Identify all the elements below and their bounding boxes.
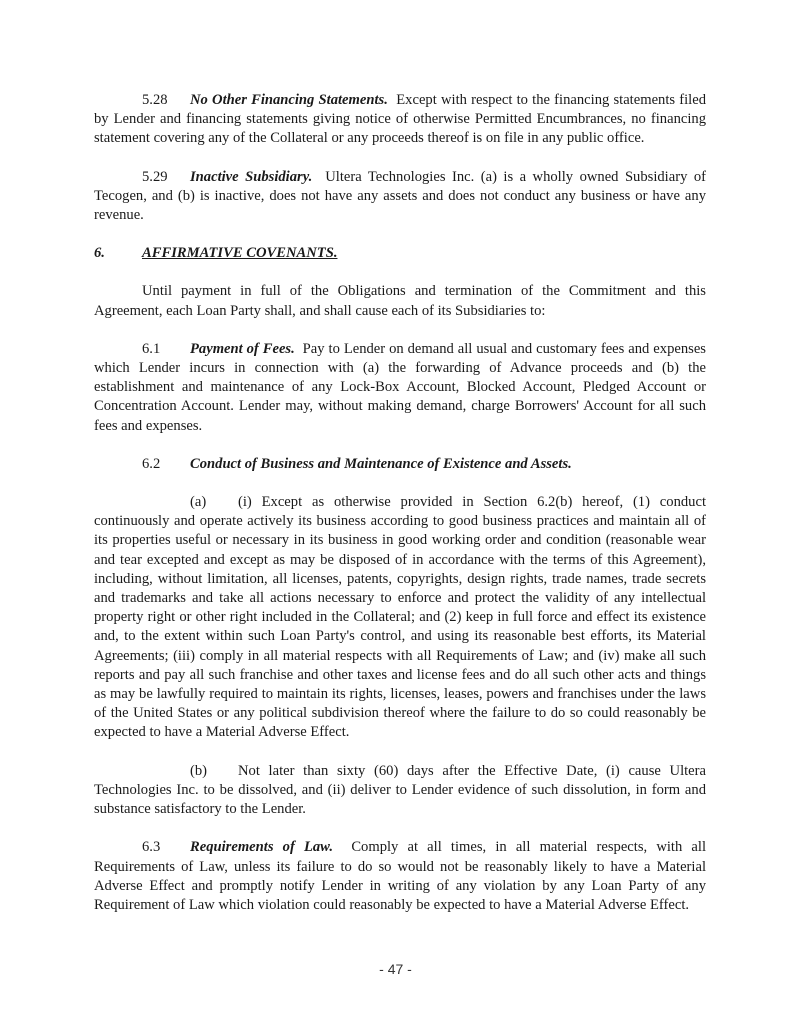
clause-6-2-a: [94, 493, 706, 743]
article-intro: Until payment in full of the Obligations and termination of the Commitment and this Agreement, each Loan Party shall, and shall cause each of its Subsidiaries to:: [94, 283, 706, 319]
section-6-2: [94, 455, 706, 474]
section-6-3: [94, 838, 706, 915]
document-page: [94, 91, 706, 915]
clause-6-2-b: [94, 762, 706, 820]
section-title: Requirements of Law.: [190, 839, 334, 856]
clause-text: (i) Except as otherwise provided in Section 6.2(b) hereof, (1) conduct continuously and operate actively its business according to good business practices and maintain all of its properties useful or necessary in its business in good working order and condition (reasonable wear and tear excepted and except as may be disposed of in accordance with the terms of this Agreement), including, without limitation, all licenses, patents, copyrights, design rights, trade names, trade secrets and trademarks and take all actions necessary to enforce and protect the validity of any intellectual property right or other right included in the Collateral; and (2) keep in full force and effect its existence and, to the extent within such Loan Party's control, and using its reasonable best efforts, its Material Agreements; (iii) comply in all material respects with all Requirements of Law; and (iv) make all such reports and pay all such franchise and other taxes and license fees and do all such other acts and things as may be lawfully required to maintain its rights, licenses, leases, powers and franchises under the laws of the United States or any political subdivision thereof where the failure to do so could reasonably be expected to have a Material Adverse Effect.: [94, 494, 706, 741]
section-title: Conduct of Business and Maintenance of Existence and Assets.: [190, 455, 572, 472]
section-6-1: [94, 340, 706, 436]
section-title: Payment of Fees.: [190, 340, 295, 357]
article-title: AFFIRMATIVE COVENANTS.: [142, 245, 338, 262]
article-heading: [94, 244, 706, 263]
section-number: 5.29: [142, 168, 168, 185]
section-number: 5.28: [142, 92, 168, 108]
section-number: 6.2: [142, 455, 161, 472]
section-5-28: [94, 91, 706, 149]
section-text: Pay to Lender on demand all usual and customary fees and expenses which Lender incurs in connection with (a) the forwarding of Advance proceeds and (b) the establishment and maintenance of any Lock-Box Account, Blocked Account, Pledged Account or Concentration Account. Lender may, without making demand, charge Borrowers' Account for all such fees and expenses.: [94, 340, 706, 434]
section-title: No Other Financing Statements.: [190, 92, 388, 108]
clause-text: Not later than sixty (60) days after the Effective Date, (i) cause Ultera Technologies Inc. to be dissolved, and (ii) deliver to Lender evidence of such dissolution, in form and substance satisfactory to the Lender.: [94, 762, 706, 818]
section-number: 6.3: [142, 839, 161, 856]
page-number: - 47 -: [379, 961, 412, 977]
section-number: 6.1: [142, 340, 161, 357]
section-title: Inactive Subsidiary.: [190, 168, 313, 185]
section-text: Except with respect to the financing statements filed by Lender and financing statements giving notice of otherwise Permitted Encumbrances, no financing statement covering any of the Collateral or any proceeds thereof is on file in any public office.: [94, 92, 707, 147]
clause-label: (b): [190, 762, 208, 779]
article-number: 6.: [94, 245, 105, 262]
section-text: Ultera Technologies Inc. (a) is a wholly owned Subsidiary of Tecogen, and (b) is inactive, does not have any assets and does not conduct any business or have any revenue.: [94, 168, 706, 224]
section-5-29: [94, 168, 706, 226]
clause-label: (a): [190, 494, 207, 511]
section-text: Comply at all times, in all material respects, with all Requirements of Law, unless its failure to do so would not be reasonably likely to have a Material Adverse Effect and promptly notify Lender in writing of any violation by any Loan Party of any Requirement of Law which violation could reasonably be expected to have a Material Adverse Effect.: [94, 839, 706, 913]
